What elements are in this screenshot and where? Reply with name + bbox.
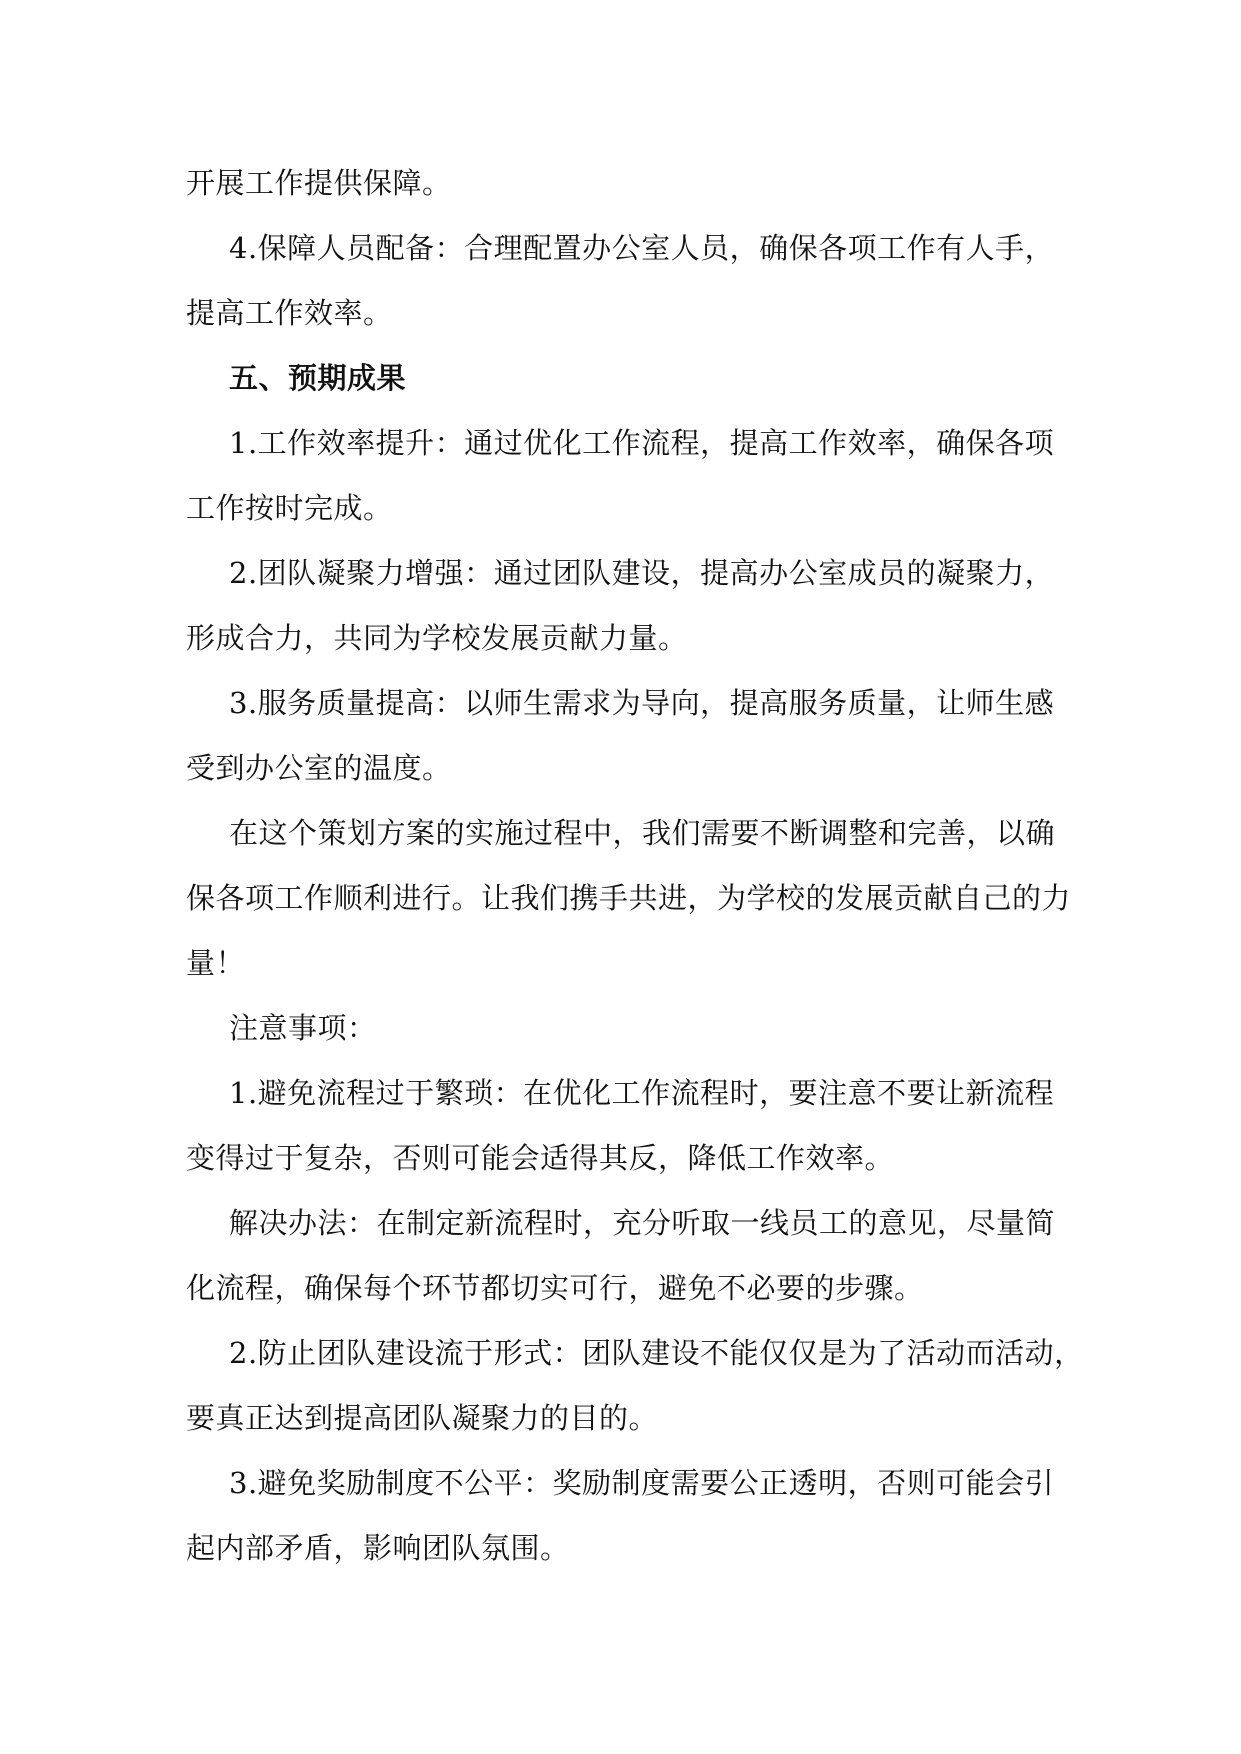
section-heading: 五、预期成果 bbox=[229, 361, 407, 395]
paragraph-line: 起内部矛盾，影响团队氛围。 bbox=[186, 1531, 570, 1565]
paragraph-line: 开展工作提供保障。 bbox=[186, 166, 452, 200]
paragraph-line: 1.避免流程过于繁琐：在优化工作流程时，要注意不要让新流程 bbox=[229, 1076, 1055, 1110]
paragraph-line: 化流程，确保每个环节都切实可行，避免不必要的步骤。 bbox=[186, 1271, 924, 1305]
paragraph-line: 2.防止团队建设流于形式：团队建设不能仅仅是为了活动而活动， bbox=[229, 1336, 1084, 1370]
paragraph-line: 注意事项： bbox=[229, 1011, 377, 1045]
paragraph-line: 保各项工作顺利进行。让我们携手共进，为学校的发展贡献自己的力 bbox=[186, 881, 1072, 915]
paragraph-line: 形成合力，共同为学校发展贡献力量。 bbox=[186, 621, 688, 655]
paragraph-line: 变得过于复杂，否则可能会适得其反，降低工作效率。 bbox=[186, 1141, 895, 1175]
paragraph-line: 提高工作效率。 bbox=[186, 296, 393, 330]
paragraph-line: 4.保障人员配备：合理配置办公室人员，确保各项工作有人手， bbox=[229, 231, 1055, 265]
paragraph-line: 工作按时完成。 bbox=[186, 491, 393, 525]
paragraph-line: 要真正达到提高团队凝聚力的目的。 bbox=[186, 1401, 659, 1435]
paragraph-line: 量！ bbox=[186, 946, 246, 980]
document-body bbox=[186, 151, 1084, 1581]
paragraph-line: 3.避免奖励制度不公平：奖励制度需要公正透明，否则可能会引 bbox=[229, 1466, 1055, 1500]
paragraph-line: 1.工作效率提升：通过优化工作流程，提高工作效率，确保各项 bbox=[229, 426, 1055, 460]
paragraph-line: 受到办公室的温度。 bbox=[186, 751, 452, 785]
paragraph-line: 3.服务质量提高：以师生需求为导向，提高服务质量，让师生感 bbox=[229, 686, 1055, 720]
paragraph-line: 在这个策划方案的实施过程中，我们需要不断调整和完善，以确 bbox=[229, 816, 1056, 850]
paragraph-line: 2.团队凝聚力增强：通过团队建设，提高办公室成员的凝聚力， bbox=[229, 556, 1055, 590]
paragraph-line: 解决办法：在制定新流程时，充分听取一线员工的意见，尽量简 bbox=[229, 1206, 1056, 1240]
